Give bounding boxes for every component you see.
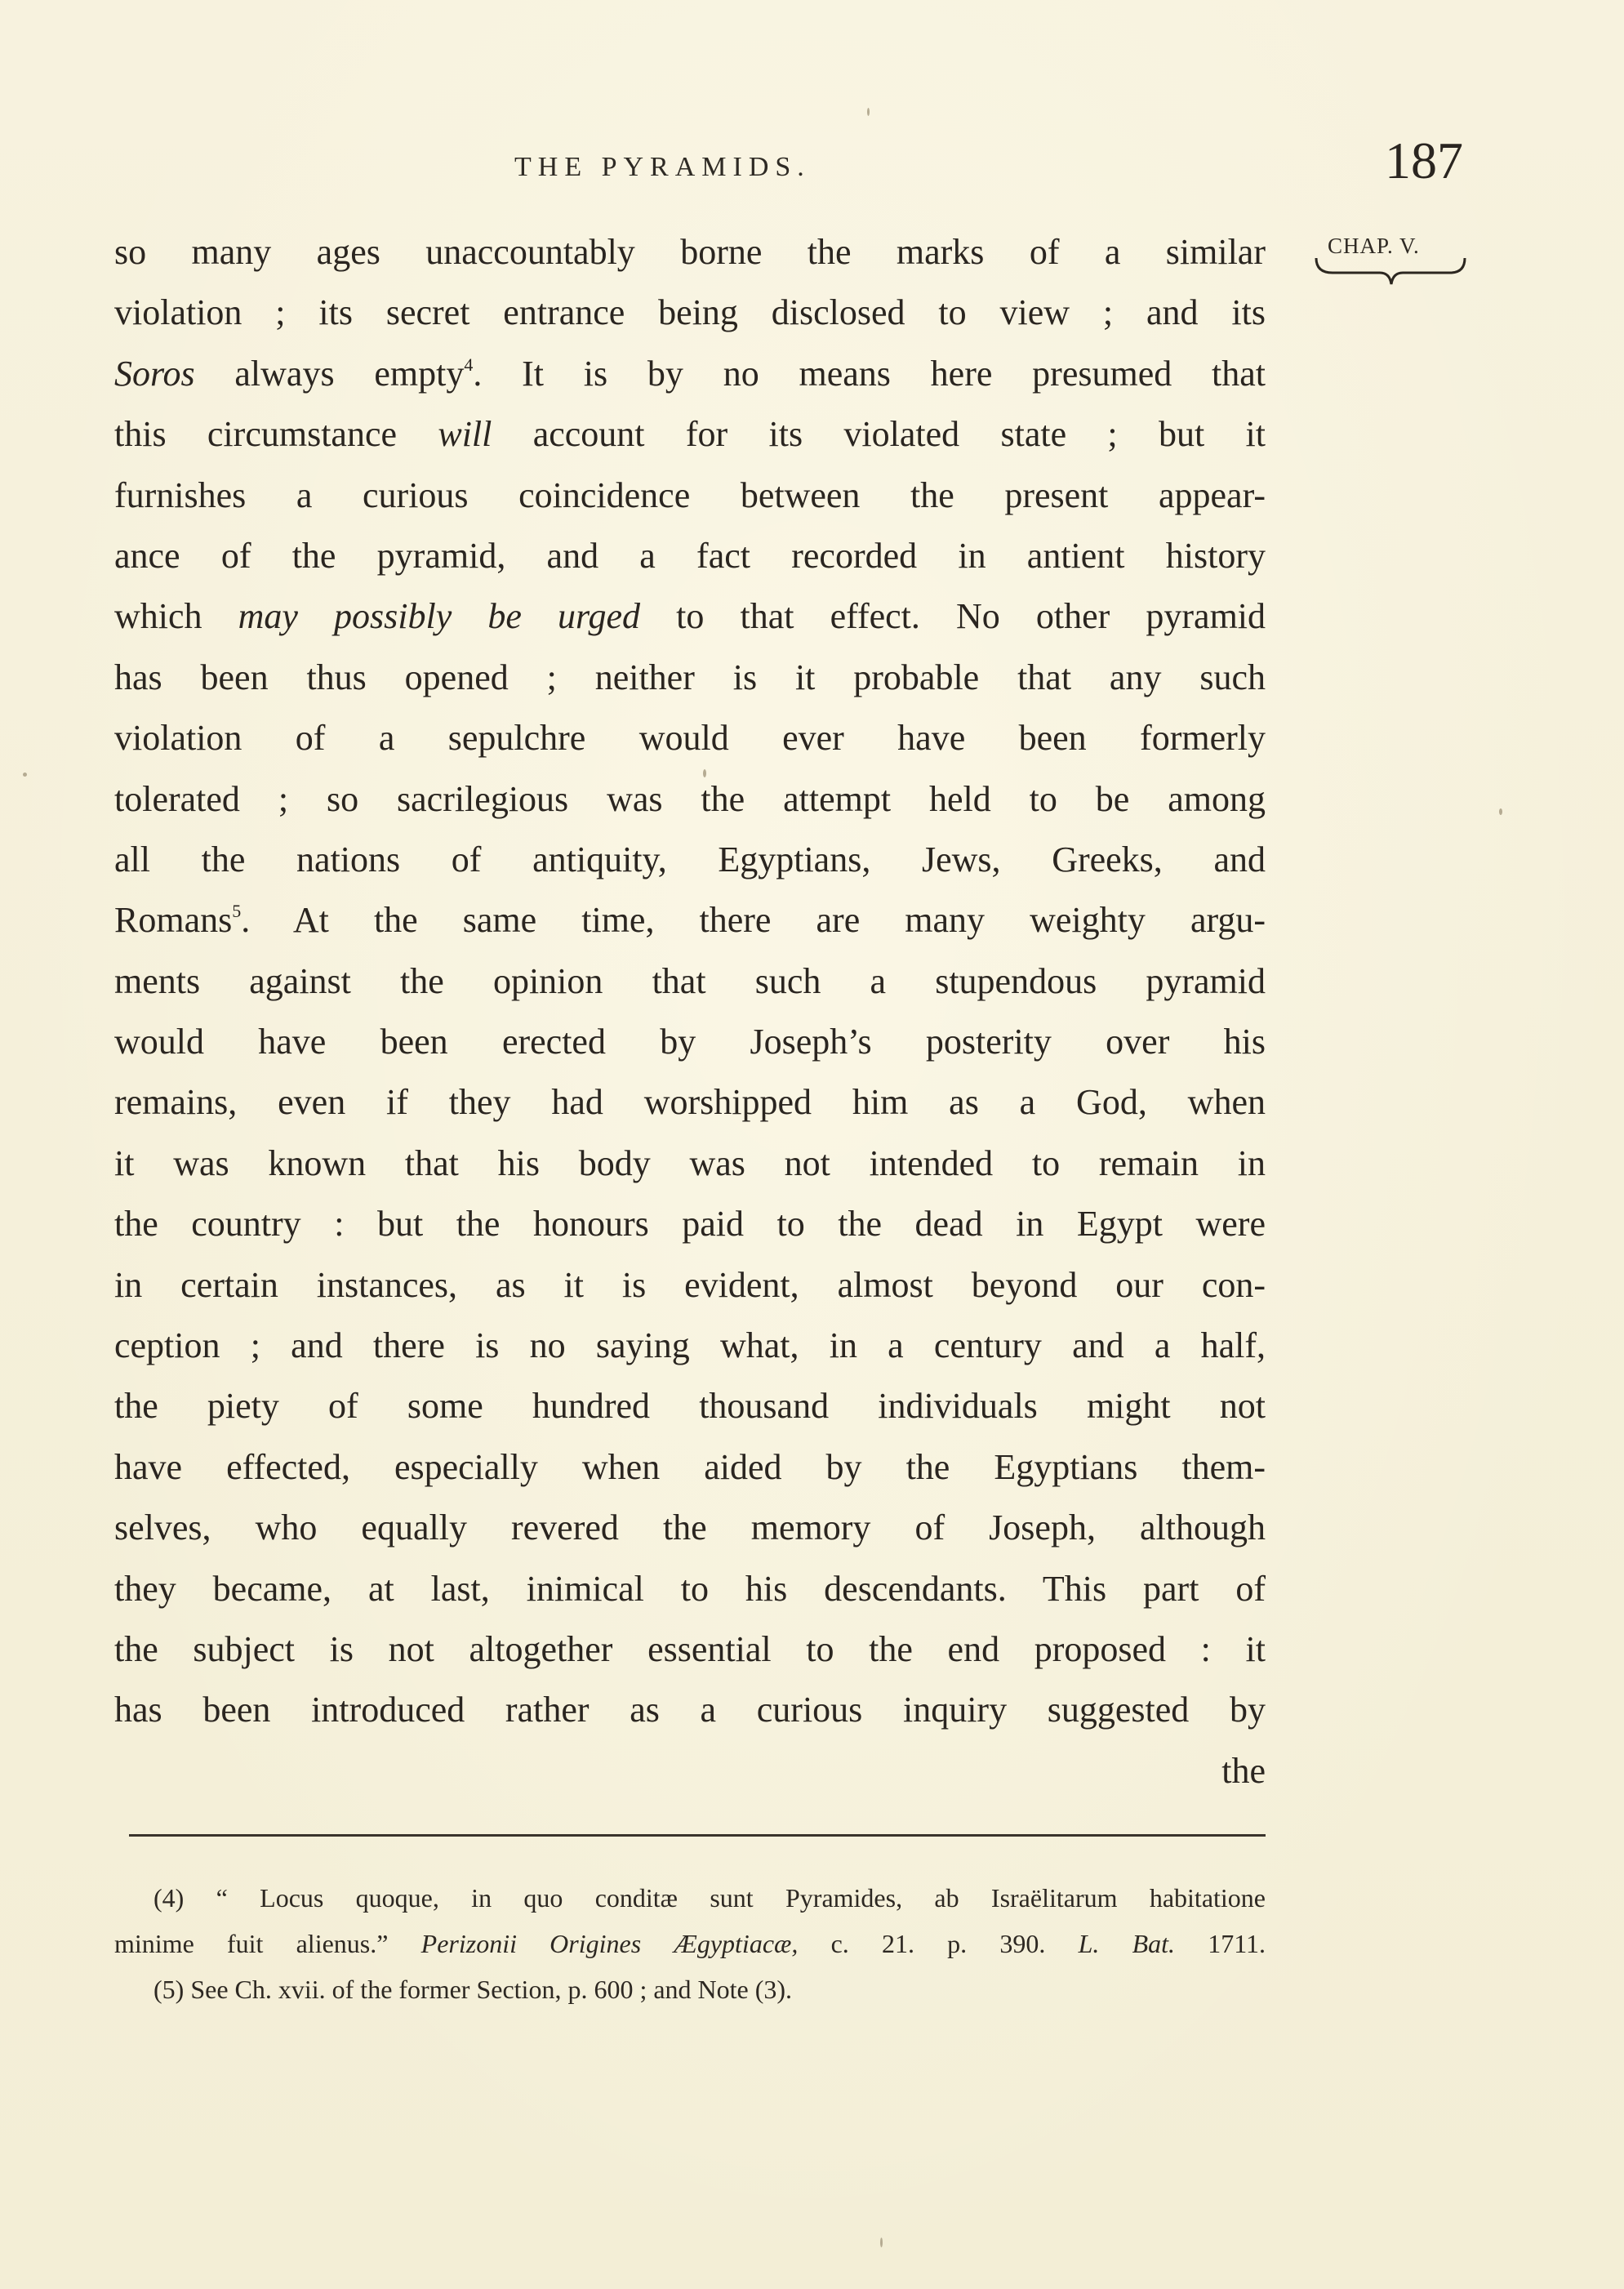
text-line: ception ; and there is no saying what, in a century and a half, — [114, 1325, 1266, 1366]
text-span: to that effect. No other pyramid — [640, 596, 1266, 637]
italic-citation: Perizonii Origines Ægyptiacæ, — [420, 1929, 799, 1958]
page-number: 187 — [1385, 131, 1463, 189]
text-line: in certain instances, as it is evident, almost beyond our con- — [114, 1264, 1266, 1305]
text-line: the piety of some hundred thousand individuals might not — [114, 1386, 1266, 1427]
text-line: violation ; its secret entrance being disclosed to view ; and its — [114, 292, 1266, 333]
text-line: has been introduced rather as a curious inquiry suggested by — [114, 1690, 1266, 1730]
footnote-separator-rule — [129, 1834, 1266, 1837]
text-span: this circumstance — [114, 414, 438, 455]
text-line — [114, 344, 1266, 404]
text-span: . At the same time, there are many weighty argu- — [241, 900, 1266, 941]
text-span: which — [114, 596, 238, 637]
text-line: would have been erected by Joseph’s posterity over his — [114, 1022, 1266, 1062]
text-line: they became, at last, inimical to his descendants. This part of — [114, 1568, 1266, 1609]
catchword: the — [1221, 1750, 1266, 1791]
italic-citation: L. Bat. — [1078, 1929, 1176, 1958]
footnote-5: (5) See Ch. xvii. of the former Section, p. 600 ; and Note (3). — [154, 1975, 793, 2004]
paper-speck — [703, 769, 706, 777]
text-span: account for its violated state ; but it — [492, 414, 1266, 455]
text-line: selves, who equally revered the memory of Joseph, although — [114, 1507, 1266, 1548]
text-span: 1711. — [1175, 1929, 1266, 1958]
text-line: furnishes a curious coincidence between the present appear- — [114, 474, 1266, 515]
text-line: ments against the opinion that such a stupendous pyramid — [114, 960, 1266, 1001]
text-line: violation of a sepulchre would ever have been formerly — [114, 718, 1266, 759]
paper-speck — [1499, 808, 1502, 815]
italic-word: Soros — [114, 353, 195, 394]
text-span: Romans — [114, 900, 233, 941]
text-span: minime fuit alienus.” — [114, 1929, 421, 1958]
text-line: the subject is not altogether essential to the end proposed : it — [114, 1628, 1266, 1669]
italic-word: will — [438, 414, 492, 455]
italic-phrase: may possibly be urged — [238, 596, 641, 637]
text-span: c. 21. p. 390. — [798, 1929, 1079, 1958]
text-line: remains, even if they had worshipped him as a God, when — [114, 1082, 1266, 1123]
text-line: so many ages unaccountably borne the marks of a similar — [114, 232, 1266, 272]
text-span: . It is by no means here presumed that — [473, 353, 1266, 394]
footnote-4-line-1: (4) “ Locus quoque, in quo conditæ sunt Pyramides, ab Israëlitarum habitatione — [154, 1883, 1266, 1913]
text-line — [114, 404, 1266, 465]
paper-speck — [880, 2238, 883, 2247]
text-span: always empty — [194, 353, 465, 394]
text-line: has been thus opened ; neither is it probable that any such — [114, 657, 1266, 697]
chapter-margin-label: CHAP. V. — [1328, 234, 1420, 258]
body-text — [114, 222, 1266, 1801]
text-line: it was known that his body was not intended to remain in — [114, 1142, 1266, 1183]
text-line: ance of the pyramid, and a fact recorded in antient history — [114, 535, 1266, 576]
text-line: the country : but the honours paid to the dead in Egypt were — [114, 1204, 1266, 1245]
paper-speck — [867, 108, 870, 116]
text-line: all the nations of antiquity, Egyptians, Jews, Greeks, and — [114, 839, 1266, 880]
text-line: have effected, especially when aided by the Egyptians them- — [114, 1446, 1266, 1487]
chapter-brace-ornament — [1313, 255, 1468, 287]
footnote-ref-4[interactable]: 4 — [464, 354, 474, 375]
footnote-4-line-2 — [114, 1921, 1266, 1966]
text-line — [114, 890, 1266, 951]
text-line: tolerated ; so sacrilegious was the attempt held to be among — [114, 778, 1266, 819]
footnotes — [114, 1875, 1266, 2012]
running-title: THE PYRAMIDS. — [514, 152, 811, 182]
text-line — [114, 586, 1266, 647]
paper-speck — [23, 773, 27, 777]
footnote-ref-5[interactable]: 5 — [232, 901, 242, 922]
